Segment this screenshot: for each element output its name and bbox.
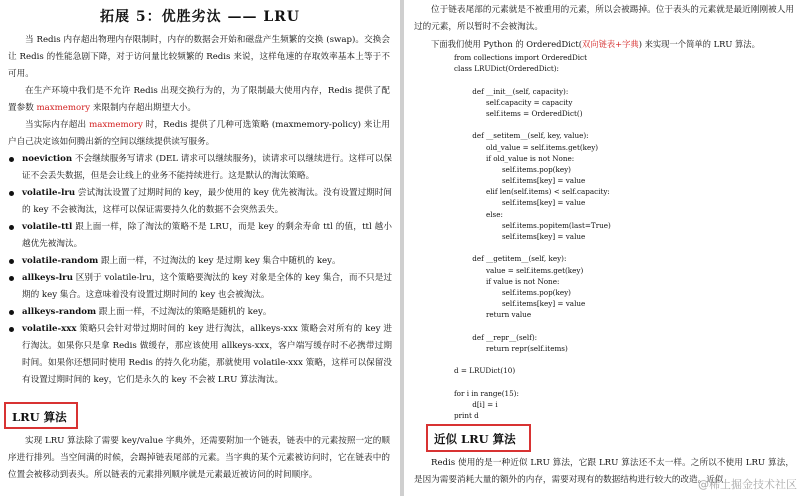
code-line: old_value = self.items.get(key) xyxy=(454,142,599,152)
text: 来限制内存超出期望大小。 xyxy=(90,103,197,113)
paragraph-maxmemory xyxy=(8,83,390,117)
code-line xyxy=(454,119,794,130)
bullet-icon xyxy=(9,191,14,196)
code-line: if old_value is not None: xyxy=(454,153,575,163)
paragraph-swap: 当 Redis 内存超出物理内存限制时，内存的数据会开始和磁盘产生频繁的交换 (swap)。交换会让 Redis 的性能急剧下降，对于访问量比较频繁的 Redis 来说，这样龟速的存取效率基本上等于不可用。 xyxy=(8,35,390,79)
policy-name: allkeys-lru xyxy=(22,273,73,283)
code-line: self.items[key] = value xyxy=(454,232,586,241)
code-block xyxy=(454,52,794,421)
list-item xyxy=(8,151,392,185)
left-page xyxy=(0,0,400,496)
list-item xyxy=(8,219,392,253)
code-line: self.items[key] = value xyxy=(454,299,586,309)
chapter-title: 拓展 5：优胜劣汰 —— LRU xyxy=(99,9,301,25)
code-line: from collections import OrderedDict xyxy=(454,53,587,62)
code-line: elif len(self.items) < self.capacity: xyxy=(454,187,610,197)
code-line: value = self.items.get(key) xyxy=(454,265,584,275)
policy-desc: 策略只会针对带过期时间的 key 进行淘汰，allkeys-xxx 策略会对所有的 key 进行淘汰。如果你只是拿 Redis 做缓存，那应该使用 allkeys-xxx，客户端写缓存时不必携带过期时间。如果你还想同时使用 Redis 的持久化功能，那就使用 volatile-xxx 策略，这样可以保留没有设置过期时间的 key，它们是永久的 key 不会被 LRU 算法淘汰。 xyxy=(22,324,392,385)
section-heading-approx-lru: 近似 LRU 算法 xyxy=(426,424,531,452)
code-line: def __getitem__(self, key): xyxy=(454,254,567,264)
code-line: self.items.popitem(last=True) xyxy=(454,220,611,230)
policy-name: volatile-ttl xyxy=(22,222,73,232)
highlight-linkedlist-dict: 双向链表+字典 xyxy=(581,39,639,49)
paragraph-lru: 实现 LRU 算法除了需要 key/value 字典外，还需要附加一个链表，链表中的元素按照一定的顺序进行排列。当空间满的时候，会踢掉链表尾部的元素。当字典的某个元素被访问时，它在链表中的位置会被移动到表头。所以链表的元素排列顺序就是元素最近被访问的时间顺序。 xyxy=(8,436,390,480)
right-page xyxy=(404,0,805,496)
code-line: self.items.pop(key) xyxy=(454,164,571,174)
code-line: d = LRUDict(10) xyxy=(454,366,516,376)
policy-desc: 区别于 volatile-lru，这个策略要淘汰的 key 对象是全体的 key 集合，而不只是过期的 key 集合。这意味着没有设置过期时间的 key 也会被淘汰。 xyxy=(22,273,392,300)
paragraph-policy-intro xyxy=(8,117,390,151)
policy-list xyxy=(8,151,392,389)
list-item xyxy=(8,321,392,389)
list-item xyxy=(8,253,392,270)
code-line: for i in range(15): xyxy=(454,388,519,398)
code-line xyxy=(454,74,794,85)
paragraph-approx-lru: Redis 使用的是一种近似 LRU 算法，它跟 LRU 算法还不太一样。之所以不使用 LRU 算法，是因为需要消耗大量的额外的内存，需要对现有的数据结构进行较大的改造。近似 xyxy=(414,458,794,485)
section-heading-lru: LRU 算法 xyxy=(4,402,78,429)
paragraph-python-intro xyxy=(414,36,794,53)
code-line: class LRUDict(OrderedDict): xyxy=(454,64,559,74)
policy-name: noeviction xyxy=(22,154,73,164)
policy-desc: 尝试淘汰设置了过期时间的 key，最少使用的 key 优先被淘汰。没有设置过期时间的 key 不会被淘汰，这样可以保证需要持久化的数据不会突然丢失。 xyxy=(22,188,392,215)
bullet-icon xyxy=(9,259,14,264)
bullet-icon xyxy=(9,225,14,230)
code-line: def __init__(self, capacity): xyxy=(454,86,569,96)
policy-name: volatile-xxx xyxy=(22,324,77,334)
code-line xyxy=(454,354,794,365)
code-line: self.items = OrderedDict() xyxy=(454,108,583,118)
policy-desc: 跟上面一样，不过淘汰的策略是随机的 key。 xyxy=(96,307,272,317)
policy-name: allkeys-random xyxy=(22,307,97,317)
policy-desc: 跟上面一样，除了淘汰的策略不是 LRU，而是 key 的剩余寿命 ttl 的值，ttl 越小越优先被淘汰。 xyxy=(22,222,392,249)
highlight-maxmemory: maxmemory xyxy=(89,120,143,130)
highlight-maxmemory: maxmemory xyxy=(36,103,91,113)
code-line: self.items[key] = value xyxy=(454,198,586,208)
list-item xyxy=(8,270,392,304)
code-line: def __setitem__(self, key, value): xyxy=(454,131,589,141)
text: 在生产环境中我们是不允许 Redis 出现交换行为的，为了限制最大使用内存，Redis 提供了配置参数 xyxy=(8,86,390,113)
policy-name: volatile-random xyxy=(22,256,99,266)
code-line: return value xyxy=(454,310,532,320)
code-line: self.items.pop(key) xyxy=(454,287,571,297)
text: 时，Redis 提供了几种可选策略 (maxmemory-policy) 来让用户自己决定该如何腾出新的空间以继续提供读写服务。 xyxy=(8,120,391,147)
policy-desc: 不会继续服务写请求 (DEL 请求可以继续服务)，读请求可以继续进行。这样可以保证不会丢失数据，但是会让线上的业务不能持续进行。这是默认的淘汰策略。 xyxy=(22,154,392,181)
text: 下面我们使用 Python 的 OrderedDict( xyxy=(431,39,582,49)
bullet-icon xyxy=(9,157,14,162)
policy-name: volatile-lru xyxy=(22,188,76,198)
code-line xyxy=(454,376,794,387)
code-line xyxy=(454,321,794,332)
code-line: def __repr__(self): xyxy=(454,332,538,342)
text: 当实际内存超出 xyxy=(25,120,90,130)
code-line: print d xyxy=(454,411,479,420)
policy-desc: 跟上面一样，不过淘汰的 key 是过期 key 集合中随机的 key。 xyxy=(98,256,341,266)
list-item xyxy=(8,185,392,219)
code-line: self.capacity = capacity xyxy=(454,97,573,107)
code-line: d[i] = i xyxy=(454,399,498,409)
text: ) 来实现一个简单的 LRU 算法。 xyxy=(638,39,760,49)
bullet-icon xyxy=(9,310,14,315)
paragraph-list-tail: 位于链表尾部的元素就是不被重用的元素，所以会被踢掉。位于表头的元素就是最近刚刚被人用过的元素，所以暂时不会被淘汰。 xyxy=(414,5,794,32)
code-line xyxy=(454,242,794,253)
bullet-icon xyxy=(9,276,14,281)
code-line: if value is not None: xyxy=(454,276,560,286)
code-line: self.items[key] = value xyxy=(454,176,586,186)
bullet-icon xyxy=(9,327,14,332)
code-line: return repr(self.items) xyxy=(454,343,568,353)
watermark: @稀土掘金技术社区 xyxy=(698,478,797,491)
list-item xyxy=(8,304,392,321)
code-line: else: xyxy=(454,209,503,219)
